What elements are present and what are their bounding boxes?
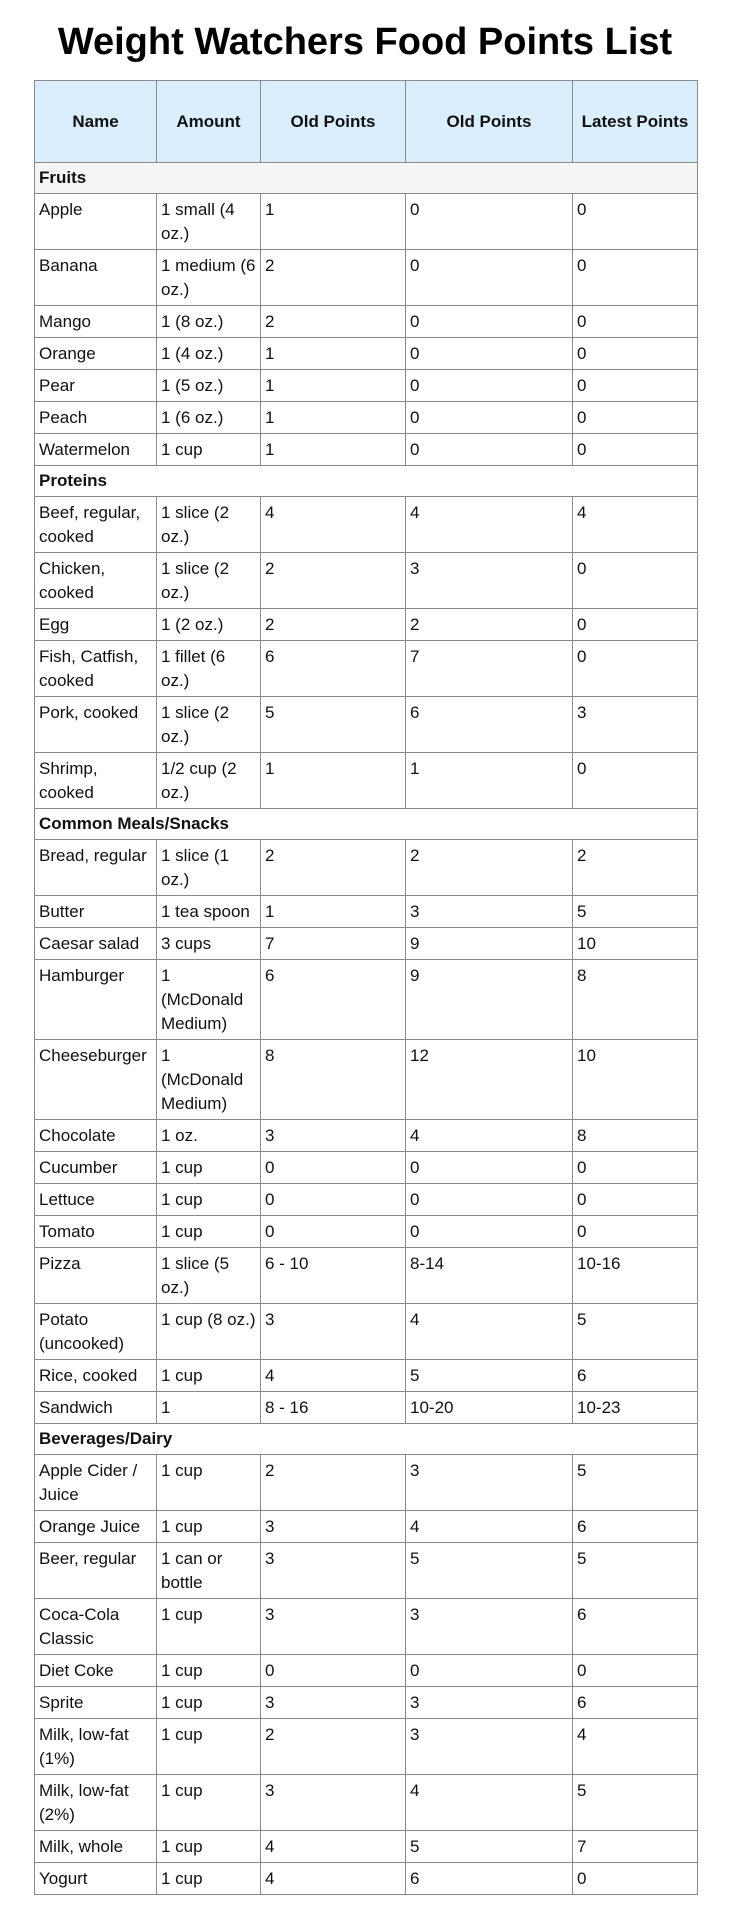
table-row — [35, 960, 698, 1040]
table-body — [35, 163, 698, 1895]
cell-old-points-2: 0 — [406, 434, 573, 466]
table-header — [35, 81, 698, 163]
cell-latest-points: 5 — [573, 896, 698, 928]
cell-name: Chicken, cooked — [35, 553, 157, 609]
cell-old-points: 8 - 16 — [261, 1392, 406, 1424]
cell-latest-points: 0 — [573, 553, 698, 609]
cell-old-points: 6 — [261, 960, 406, 1040]
cell-name: Apple Cider / Juice — [35, 1455, 157, 1511]
cell-latest-points: 0 — [573, 370, 698, 402]
table-row — [35, 1392, 698, 1424]
table-row — [35, 1216, 698, 1248]
cell-name: Tomato — [35, 1216, 157, 1248]
table-row — [35, 1511, 698, 1543]
table-row — [35, 306, 698, 338]
cell-name: Sprite — [35, 1687, 157, 1719]
cell-old-points: 2 — [261, 609, 406, 641]
cell-latest-points: 10 — [573, 1040, 698, 1120]
table-row — [35, 1863, 698, 1895]
cell-amount: 3 cups — [157, 928, 261, 960]
cell-old-points-2: 1 — [406, 753, 573, 809]
cell-name: Potato (uncooked) — [35, 1304, 157, 1360]
cell-name: Sandwich — [35, 1392, 157, 1424]
cell-old-points-2: 4 — [406, 1775, 573, 1831]
table-row — [35, 1687, 698, 1719]
cell-old-points: 4 — [261, 1863, 406, 1895]
cell-amount: 1 (4 oz.) — [157, 338, 261, 370]
cell-old-points: 8 — [261, 1040, 406, 1120]
cell-latest-points: 0 — [573, 1655, 698, 1687]
cell-old-points: 2 — [261, 1719, 406, 1775]
table-row — [35, 370, 698, 402]
cell-name: Orange Juice — [35, 1511, 157, 1543]
cell-latest-points: 0 — [573, 306, 698, 338]
cell-amount: 1 cup — [157, 434, 261, 466]
cell-amount: 1 cup — [157, 1687, 261, 1719]
table-row — [35, 1184, 698, 1216]
cell-amount: 1 can or bottle — [157, 1543, 261, 1599]
cell-old-points: 2 — [261, 1455, 406, 1511]
cell-name: Apple — [35, 194, 157, 250]
header-row — [35, 81, 698, 163]
cell-old-points-2: 0 — [406, 1655, 573, 1687]
section-heading: Fruits — [35, 163, 698, 194]
cell-amount: 1/2 cup (2 oz.) — [157, 753, 261, 809]
cell-old-points-2: 4 — [406, 497, 573, 553]
cell-amount: 1 cup — [157, 1152, 261, 1184]
cell-old-points-2: 3 — [406, 1719, 573, 1775]
section-row — [35, 809, 698, 840]
cell-amount: 1 slice (2 oz.) — [157, 697, 261, 753]
cell-name: Yogurt — [35, 1863, 157, 1895]
cell-name: Rice, cooked — [35, 1360, 157, 1392]
food-points-table — [34, 80, 698, 1895]
cell-old-points-2: 9 — [406, 928, 573, 960]
cell-amount: 1 slice (2 oz.) — [157, 553, 261, 609]
cell-name: Egg — [35, 609, 157, 641]
cell-latest-points: 6 — [573, 1360, 698, 1392]
cell-old-points-2: 4 — [406, 1120, 573, 1152]
cell-amount: 1 oz. — [157, 1120, 261, 1152]
table-row — [35, 928, 698, 960]
cell-latest-points: 0 — [573, 402, 698, 434]
cell-latest-points: 5 — [573, 1543, 698, 1599]
cell-latest-points: 4 — [573, 1719, 698, 1775]
cell-latest-points: 0 — [573, 641, 698, 697]
cell-old-points: 0 — [261, 1184, 406, 1216]
table-row — [35, 1831, 698, 1863]
cell-old-points: 2 — [261, 840, 406, 896]
cell-old-points: 4 — [261, 1831, 406, 1863]
cell-latest-points: 5 — [573, 1455, 698, 1511]
table-row — [35, 497, 698, 553]
cell-latest-points: 5 — [573, 1775, 698, 1831]
cell-latest-points: 0 — [573, 609, 698, 641]
cell-name: Milk, low-fat (2%) — [35, 1775, 157, 1831]
cell-amount: 1 cup — [157, 1831, 261, 1863]
table-row — [35, 1599, 698, 1655]
cell-amount: 1 cup — [157, 1719, 261, 1775]
cell-latest-points: 0 — [573, 1863, 698, 1895]
cell-name: Diet Coke — [35, 1655, 157, 1687]
cell-old-points-2: 7 — [406, 641, 573, 697]
cell-old-points: 3 — [261, 1599, 406, 1655]
page-title: Weight Watchers Food Points List — [57, 21, 673, 63]
column-header-old-points-2: Old Points — [406, 81, 573, 163]
cell-name: Pork, cooked — [35, 697, 157, 753]
cell-name: Cucumber — [35, 1152, 157, 1184]
cell-latest-points: 0 — [573, 1152, 698, 1184]
cell-old-points: 0 — [261, 1655, 406, 1687]
table-row — [35, 896, 698, 928]
cell-name: Cheeseburger — [35, 1040, 157, 1120]
cell-old-points-2: 0 — [406, 338, 573, 370]
cell-old-points-2: 5 — [406, 1831, 573, 1863]
section-row — [35, 1424, 698, 1455]
cell-amount: 1 (8 oz.) — [157, 306, 261, 338]
cell-latest-points: 5 — [573, 1304, 698, 1360]
cell-latest-points: 0 — [573, 434, 698, 466]
cell-old-points-2: 0 — [406, 306, 573, 338]
cell-old-points-2: 3 — [406, 896, 573, 928]
cell-old-points-2: 2 — [406, 840, 573, 896]
cell-old-points-2: 9 — [406, 960, 573, 1040]
cell-name: Milk, whole — [35, 1831, 157, 1863]
cell-amount: 1 small (4 oz.) — [157, 194, 261, 250]
table-row — [35, 402, 698, 434]
cell-old-points: 7 — [261, 928, 406, 960]
cell-old-points: 4 — [261, 1360, 406, 1392]
cell-old-points: 2 — [261, 553, 406, 609]
cell-amount: 1 cup — [157, 1655, 261, 1687]
cell-name: Hamburger — [35, 960, 157, 1040]
cell-old-points-2: 2 — [406, 609, 573, 641]
cell-latest-points: 10-16 — [573, 1248, 698, 1304]
cell-name: Peach — [35, 402, 157, 434]
cell-name: Mango — [35, 306, 157, 338]
column-header-old-points: Old Points — [261, 81, 406, 163]
cell-old-points: 6 - 10 — [261, 1248, 406, 1304]
section-row — [35, 466, 698, 497]
cell-old-points-2: 10-20 — [406, 1392, 573, 1424]
cell-latest-points: 0 — [573, 338, 698, 370]
cell-amount: 1 cup — [157, 1863, 261, 1895]
section-row — [35, 163, 698, 194]
cell-name: Caesar salad — [35, 928, 157, 960]
cell-name: Lettuce — [35, 1184, 157, 1216]
cell-amount: 1 — [157, 1392, 261, 1424]
table-row — [35, 1304, 698, 1360]
table-row — [35, 840, 698, 896]
column-header-latest-points: Latest Points — [573, 81, 698, 163]
table-row — [35, 553, 698, 609]
cell-old-points-2: 3 — [406, 1599, 573, 1655]
cell-name: Beer, regular — [35, 1543, 157, 1599]
table-row — [35, 609, 698, 641]
table-row — [35, 1543, 698, 1599]
cell-old-points-2: 8-14 — [406, 1248, 573, 1304]
cell-latest-points: 0 — [573, 1184, 698, 1216]
cell-latest-points: 0 — [573, 1216, 698, 1248]
cell-latest-points: 6 — [573, 1687, 698, 1719]
cell-old-points-2: 0 — [406, 250, 573, 306]
table-row — [35, 194, 698, 250]
cell-old-points: 1 — [261, 370, 406, 402]
cell-old-points-2: 6 — [406, 1863, 573, 1895]
cell-old-points-2: 0 — [406, 194, 573, 250]
cell-latest-points: 0 — [573, 194, 698, 250]
cell-amount: 1 medium (6 oz.) — [157, 250, 261, 306]
cell-old-points: 4 — [261, 497, 406, 553]
table-row — [35, 1152, 698, 1184]
cell-latest-points: 2 — [573, 840, 698, 896]
table-row — [35, 1775, 698, 1831]
cell-old-points-2: 3 — [406, 1687, 573, 1719]
column-header-name: Name — [35, 81, 157, 163]
cell-old-points: 6 — [261, 641, 406, 697]
cell-old-points: 1 — [261, 402, 406, 434]
cell-name: Bread, regular — [35, 840, 157, 896]
cell-name: Banana — [35, 250, 157, 306]
cell-old-points-2: 6 — [406, 697, 573, 753]
cell-old-points: 0 — [261, 1216, 406, 1248]
cell-amount: 1 cup — [157, 1360, 261, 1392]
cell-amount: 1 slice (1 oz.) — [157, 840, 261, 896]
cell-latest-points: 10-23 — [573, 1392, 698, 1424]
cell-old-points: 3 — [261, 1120, 406, 1152]
cell-old-points: 2 — [261, 306, 406, 338]
cell-amount: 1 cup — [157, 1599, 261, 1655]
cell-amount: 1 (5 oz.) — [157, 370, 261, 402]
table-row — [35, 1455, 698, 1511]
cell-amount: 1 cup (8 oz.) — [157, 1304, 261, 1360]
cell-amount: 1 (McDonald Medium) — [157, 1040, 261, 1120]
cell-latest-points: 6 — [573, 1599, 698, 1655]
cell-amount: 1 fillet (6 oz.) — [157, 641, 261, 697]
cell-old-points-2: 0 — [406, 1184, 573, 1216]
cell-name: Pear — [35, 370, 157, 402]
table-row — [35, 641, 698, 697]
cell-old-points: 3 — [261, 1543, 406, 1599]
cell-old-points: 1 — [261, 896, 406, 928]
cell-old-points-2: 5 — [406, 1543, 573, 1599]
cell-old-points-2: 5 — [406, 1360, 573, 1392]
cell-amount: 1 cup — [157, 1775, 261, 1831]
column-header-amount: Amount — [157, 81, 261, 163]
cell-old-points-2: 4 — [406, 1511, 573, 1543]
cell-name: Shrimp, cooked — [35, 753, 157, 809]
cell-amount: 1 cup — [157, 1511, 261, 1543]
cell-amount: 1 (6 oz.) — [157, 402, 261, 434]
cell-old-points-2: 3 — [406, 553, 573, 609]
table-row — [35, 753, 698, 809]
cell-old-points: 3 — [261, 1687, 406, 1719]
section-heading: Common Meals/Snacks — [35, 809, 698, 840]
cell-latest-points: 6 — [573, 1511, 698, 1543]
section-heading: Beverages/Dairy — [35, 1424, 698, 1455]
cell-old-points-2: 12 — [406, 1040, 573, 1120]
cell-name: Coca-Cola Classic — [35, 1599, 157, 1655]
section-heading: Proteins — [35, 466, 698, 497]
cell-old-points: 1 — [261, 753, 406, 809]
table-row — [35, 1360, 698, 1392]
table-row — [35, 1248, 698, 1304]
cell-latest-points: 8 — [573, 1120, 698, 1152]
cell-amount: 1 (McDonald Medium) — [157, 960, 261, 1040]
cell-old-points-2: 0 — [406, 1152, 573, 1184]
cell-old-points: 5 — [261, 697, 406, 753]
table-row — [35, 697, 698, 753]
cell-amount: 1 cup — [157, 1184, 261, 1216]
cell-latest-points: 0 — [573, 753, 698, 809]
table-row — [35, 1120, 698, 1152]
cell-name: Chocolate — [35, 1120, 157, 1152]
table-row — [35, 1040, 698, 1120]
cell-latest-points: 7 — [573, 1831, 698, 1863]
cell-old-points-2: 3 — [406, 1455, 573, 1511]
cell-amount: 1 (2 oz.) — [157, 609, 261, 641]
cell-amount: 1 cup — [157, 1455, 261, 1511]
cell-old-points: 2 — [261, 250, 406, 306]
cell-latest-points: 3 — [573, 697, 698, 753]
cell-latest-points: 4 — [573, 497, 698, 553]
cell-amount: 1 slice (2 oz.) — [157, 497, 261, 553]
cell-amount: 1 slice (5 oz.) — [157, 1248, 261, 1304]
cell-old-points: 1 — [261, 194, 406, 250]
cell-old-points: 0 — [261, 1152, 406, 1184]
cell-name: Watermelon — [35, 434, 157, 466]
cell-latest-points: 0 — [573, 250, 698, 306]
cell-name: Orange — [35, 338, 157, 370]
cell-old-points: 3 — [261, 1511, 406, 1543]
cell-name: Milk, low-fat (1%) — [35, 1719, 157, 1775]
cell-name: Beef, regular, cooked — [35, 497, 157, 553]
cell-amount: 1 tea spoon — [157, 896, 261, 928]
cell-old-points-2: 0 — [406, 402, 573, 434]
table-row — [35, 1655, 698, 1687]
cell-latest-points: 8 — [573, 960, 698, 1040]
cell-old-points-2: 0 — [406, 1216, 573, 1248]
table-row — [35, 338, 698, 370]
cell-old-points-2: 0 — [406, 370, 573, 402]
table-row — [35, 1719, 698, 1775]
cell-old-points-2: 4 — [406, 1304, 573, 1360]
cell-old-points: 3 — [261, 1775, 406, 1831]
table-row — [35, 434, 698, 466]
cell-name: Pizza — [35, 1248, 157, 1304]
table-row — [35, 250, 698, 306]
cell-name: Fish, Catfish, cooked — [35, 641, 157, 697]
cell-old-points: 1 — [261, 434, 406, 466]
cell-amount: 1 cup — [157, 1216, 261, 1248]
cell-old-points: 3 — [261, 1304, 406, 1360]
cell-old-points: 1 — [261, 338, 406, 370]
cell-name: Butter — [35, 896, 157, 928]
cell-latest-points: 10 — [573, 928, 698, 960]
